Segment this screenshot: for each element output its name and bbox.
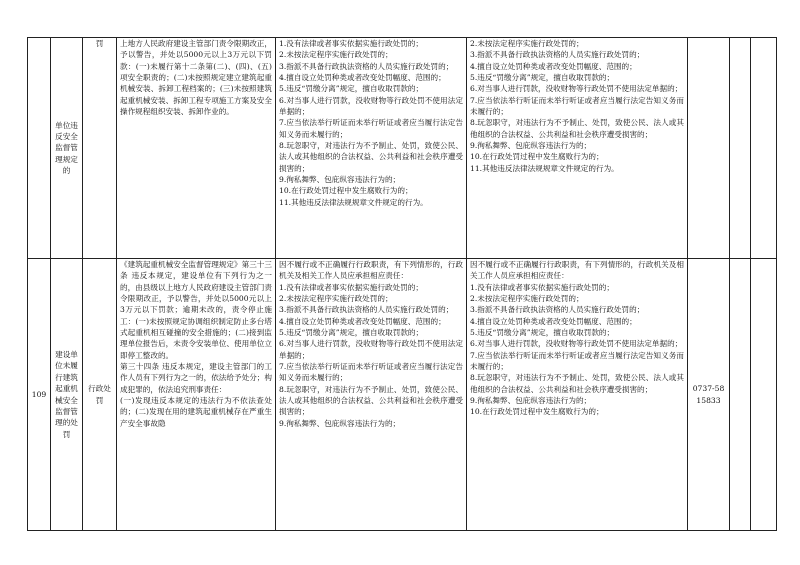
note-cell <box>730 38 751 259</box>
category-cell: 行政处罚 <box>83 259 117 531</box>
table-body <box>28 38 777 531</box>
list-item: 7.应当依法举行听证而未举行听证或者应当履行法定告知义务而未履行的； <box>470 350 684 372</box>
list-item: 7.应当依法举行听证而未举行听证或者应当履行法定告知义务而未履行的； <box>470 95 684 117</box>
list-item: 2.未按法定程序实施行政处罚的； <box>470 39 584 48</box>
item-name-cell: 单位违反安全监督管理规定的 <box>51 38 83 259</box>
list-item: 3.指派不具备行政执法资格的人员实施行政处罚的； <box>470 305 645 315</box>
item-name-cell: 建设单位未履行建筑起重机械安全监督管理的处罚 <box>51 259 83 531</box>
list-item: 3.指派不具备行政执法资格的人员实施行政处罚的； <box>470 50 645 60</box>
responsibility-cell-2 <box>467 259 688 531</box>
list-item: 9.徇私舞弊、包庇纵容违法行为的； <box>470 396 592 406</box>
list-item: 4.擅自设立处罚种类或者改变处罚幅度、范围的； <box>279 316 446 326</box>
row-number <box>28 38 51 259</box>
phone-number-line: 15833 <box>696 395 721 405</box>
list-item: 6.对当事人进行罚款，没收财物等行政处罚不使用法定单据的； <box>279 339 463 360</box>
responsibility-cell <box>276 38 467 259</box>
list-item: 10.在行政处罚过程中发生腐败行为的； <box>279 186 413 196</box>
list-item: 2.未按法定程序实施行政处罚的； <box>470 294 584 304</box>
list-item: 1.没有法律或者事实依据实施行政处罚的； <box>279 282 423 292</box>
list-item: 11.其他违反法律法规规章文件规定的行为。 <box>279 197 428 207</box>
table-row <box>28 259 777 531</box>
phone-cell <box>688 38 730 259</box>
list-item: 9.徇私舞弊、包庇纵容违法行为的； <box>279 175 401 185</box>
list-item: 4.擅自设立处罚种类或者改变处罚幅度、范围的； <box>470 316 637 326</box>
list-item: 4.擅自设立处罚种类或者改变处罚幅度、范围的； <box>470 61 637 71</box>
list-item: 10.在行政处罚过程中发生腐败行为的； <box>470 152 604 162</box>
list-item: 2.未按法定程序实施行政处罚的； <box>279 50 393 60</box>
list-item: 7.应当依法举行听证而未举行听证或者应当履行法定告知义务而未履行的； <box>279 118 463 139</box>
list-item: 3.指派不具备行政执法资格的人员实施行政处罚的； <box>279 305 454 315</box>
list-item: 6.对当事人进行罚款，没收财物等行政处罚不使用法定单据的； <box>470 84 683 94</box>
list-item: 5.违反“罚缴分离”规定，擅自收取罚款的； <box>470 328 615 338</box>
legal-basis-paragraph: (一)发现违反本规定的违法行为不依法查处的；(二)发现在用的建筑起重机械存在严重生产安全事故隐 <box>120 396 272 428</box>
list-item: 1.没有法律或者事实依据实施行政处罚的； <box>279 39 423 48</box>
legal-basis-paragraph: 《建筑起重机械安全监督管理规定》第三十三条 违反本规定，建设单位有下列行为之一的，由县级以上地方人民政府建设主管部门责令限期改正，予以警告，并处以5000元以上3万元以下罚款；逾期未改的，责令停止施工：(一)未按照规定协调组织制定防止多台塔式起重机相互碰撞的安全措施的；(二)接到监理单位报告后，未责令安装单位、使用单位立即停工整改的。 <box>120 260 272 360</box>
list-item: 9.徇私舞弊、包庇纵容违法行为的； <box>470 141 592 151</box>
legal-basis-paragraph: 第三十四条 违反本规定，建设主管部门的工作人员有下列行为之一的，依法给予处分；构成犯罪的，依法追究刑事责任： <box>120 362 272 394</box>
row-number: 109 <box>28 259 51 531</box>
list-item: 5.违反“罚缴分离”规定，擅自收取罚款的； <box>279 84 424 94</box>
list-item: 2.未按法定程序实施行政处罚的； <box>279 294 393 304</box>
note-cell <box>730 259 751 531</box>
table-row <box>28 38 777 259</box>
blank-cell <box>751 259 777 531</box>
list-item: 5.违反“罚缴分离”规定，擅自收取罚款的； <box>470 73 615 83</box>
responsibility-cell <box>276 259 467 531</box>
list-item: 5.违反“罚缴分离”规定，擅自收取罚款的； <box>279 328 424 338</box>
list-item: 8.玩忽职守，对违法行为不予制止、处罚，致使公民、法人或其他组织的合法权益、公共利益和社会秩序遭受损害的； <box>470 373 684 394</box>
list-item: 因不履行或不正确履行行政职责，有下列情形的，行政机关及相关工作人员应承担相应责任： <box>470 260 684 281</box>
phone-cell <box>688 259 730 531</box>
regulation-table <box>27 37 777 531</box>
legal-basis-cell <box>117 38 276 259</box>
category-cell: 罚 <box>83 38 117 259</box>
list-item: 4.擅自设立处罚种类或者改变处罚幅度、范围的； <box>279 73 446 83</box>
list-item: 7.应当依法举行听证而未举行听证或者应当履行法定告知义务而未履行的； <box>279 362 463 383</box>
list-item: 因不履行或不正确履行行政职责，有下列情形的，行政机关及相关工作人员应承担相应责任： <box>279 260 463 281</box>
list-item: 8.玩忽职守，对违法行为不予制止、处罚，致使公民、法人或其他组织的合法权益、公共利益和社会秩序遭受损害的； <box>470 118 684 139</box>
list-item: 11.其他违反法律法规规章文件规定的行为。 <box>470 163 619 173</box>
blank-cell <box>751 38 777 259</box>
list-item: 3.指派不具备行政执法资格的人员实施行政处罚的； <box>279 61 454 71</box>
list-item: 10.在行政处罚过程中发生腐败行为的； <box>470 407 604 417</box>
list-item: 6.对当事人进行罚款，没收财物等行政处罚不使用法定单据的； <box>470 339 683 349</box>
list-item: 1.没有法律或者事实依据实施行政处罚的； <box>470 282 614 292</box>
list-item: 8.玩忽职守，对违法行为不予制止、处罚，致使公民、法人或其他组织的合法权益、公共利益和社会秩序遭受损害的； <box>279 141 463 173</box>
list-item: 6.对当事人进行罚款，没收财物等行政处罚不使用法定单据的； <box>279 95 463 117</box>
phone-number-line: 0737-58 <box>692 384 725 394</box>
list-item: 9.徇私舞弊、包庇纵容违法行为的； <box>279 418 401 428</box>
responsibility-cell-2 <box>467 38 688 259</box>
list-item: 8.玩忽职守，对违法行为不予制止、处罚，致使公民、法人或其他组织的合法权益、公共利益和社会秩序遭受损害的； <box>279 384 463 417</box>
legal-basis-cell <box>117 259 276 531</box>
legal-basis-paragraph: 上地方人民政府建设主管部门责令限期改正，予以警告，并处以5000元以上3万元以下罚款：(一)未履行第十二条第(二)、(四)、(五)项安全职责的；(二)未按照规定建立建筑起重机械安装、拆卸工程档案的；(三)未按照建筑起重机械安装、拆卸工程专项施工方案及安全操作规程组织安装、拆卸作业的。 <box>120 39 272 117</box>
